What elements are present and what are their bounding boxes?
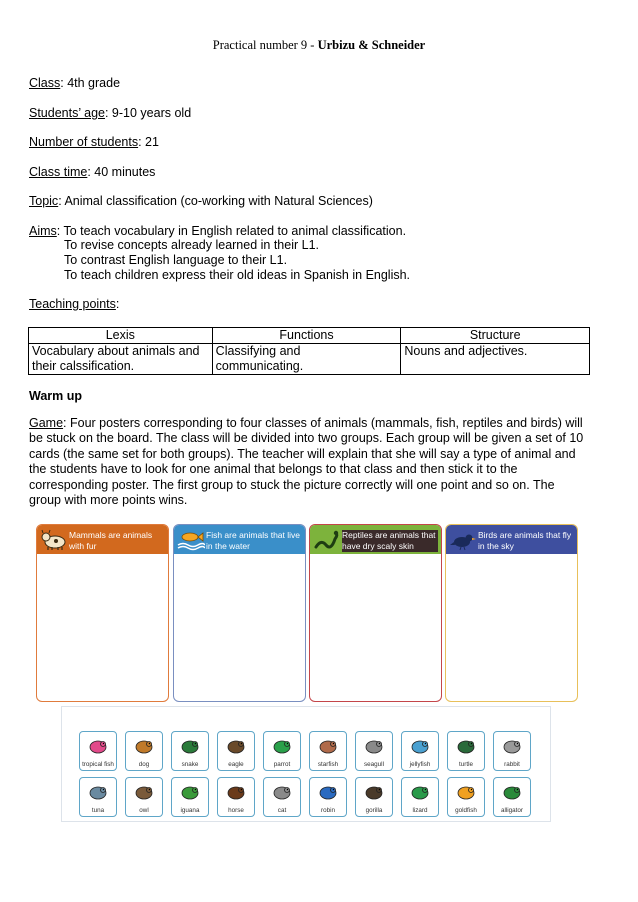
field-label: Number of students bbox=[29, 135, 139, 149]
game-text: : Four posters corresponding to four classes of animals (mammals, fish, reptiles and birds) will be stuck on the board. The class will be divided into two groups. Each group will be given a set of 10 cards (the same set for both groups). The teacher will explain that she will say a type of animal and the students have to look for one animal that belongs to that class and then stick it to the corresponding poster. The first group to stuck the picture correctly will one point and so on. The group with more points wins. bbox=[29, 416, 584, 508]
table-header: Lexis bbox=[29, 328, 213, 344]
teaching-points-label: Teaching points bbox=[29, 297, 116, 311]
table-cell-functions bbox=[212, 344, 401, 375]
poster-text: Fish are animals that live in the water bbox=[206, 530, 301, 551]
picture-card-label: seagull bbox=[364, 761, 384, 768]
aims-line: To contrast English language to their L1. bbox=[64, 253, 288, 267]
picture-card[interactable] bbox=[125, 777, 163, 817]
alligator-icon bbox=[500, 781, 524, 803]
field-label: Class time bbox=[29, 165, 88, 179]
picture-card[interactable] bbox=[447, 731, 485, 771]
cell-line: Classifying and bbox=[215, 344, 301, 358]
field-class-time bbox=[29, 165, 155, 180]
picture-card-label: gorilla bbox=[365, 807, 383, 814]
aims-line: To revise concepts already learned in their L1. bbox=[64, 238, 320, 252]
goldfish-icon bbox=[454, 781, 478, 803]
picture-card[interactable] bbox=[79, 777, 117, 817]
field-value: : 40 minutes bbox=[87, 165, 156, 179]
parrot-icon bbox=[270, 735, 294, 757]
field-value: : 4th grade bbox=[60, 76, 121, 90]
snake-icon bbox=[178, 735, 202, 757]
eagle-icon bbox=[224, 735, 248, 757]
seagull-icon bbox=[362, 735, 386, 757]
picture-card-label: tropical fish bbox=[82, 761, 114, 768]
header-prefix: Practical number 9 - bbox=[212, 38, 318, 52]
aims-line: To teach children express their old ideas in Spanish in English. bbox=[64, 268, 411, 282]
picture-card-label: lizard bbox=[412, 807, 428, 814]
cell-line: Nouns and adjectives. bbox=[404, 344, 528, 358]
poster-header bbox=[310, 525, 441, 554]
iguana-icon bbox=[178, 781, 202, 803]
poster-text: Mammals are animals with fur bbox=[69, 530, 153, 551]
picture-card-label: dog bbox=[138, 761, 150, 768]
picture-card[interactable] bbox=[355, 731, 393, 771]
picture-card[interactable] bbox=[401, 777, 439, 817]
field-value: : Animal classification (co-working with Natural Sciences) bbox=[58, 194, 373, 208]
picture-card-label: goldfish bbox=[455, 807, 477, 814]
picture-card[interactable] bbox=[355, 777, 393, 817]
picture-card[interactable] bbox=[217, 731, 255, 771]
teaching-points-table bbox=[28, 327, 590, 375]
picture-card-label: owl bbox=[139, 807, 149, 814]
jellyfish-icon bbox=[408, 735, 432, 757]
picture-card[interactable] bbox=[171, 777, 209, 817]
field-value: : 21 bbox=[138, 135, 159, 149]
picture-card-label: cat bbox=[277, 807, 287, 814]
picture-card[interactable] bbox=[217, 777, 255, 817]
picture-card[interactable] bbox=[171, 731, 209, 771]
picture-card[interactable] bbox=[493, 777, 531, 817]
dog-icon bbox=[132, 735, 156, 757]
animal-posters bbox=[36, 524, 581, 704]
table-header-row bbox=[29, 328, 590, 344]
aims-line: : To teach vocabulary in English related to animal classification. bbox=[56, 224, 407, 238]
field-label: Students’ age bbox=[29, 106, 105, 120]
picture-card-label: starfish bbox=[317, 761, 339, 768]
picture-card-label: horse bbox=[228, 807, 244, 814]
page-header bbox=[0, 38, 638, 53]
snake-icon bbox=[313, 529, 341, 551]
picture-card[interactable] bbox=[447, 777, 485, 817]
picture-card-label: rabbit bbox=[504, 761, 520, 768]
picture-card[interactable] bbox=[263, 777, 301, 817]
field-label: Topic bbox=[29, 194, 59, 208]
table-header: Functions bbox=[212, 328, 401, 344]
table-header: Structure bbox=[401, 328, 590, 344]
picture-card-label: parrot bbox=[273, 761, 291, 768]
fish-icon bbox=[177, 529, 205, 551]
cat-icon bbox=[270, 781, 294, 803]
tuna-icon bbox=[86, 781, 110, 803]
turtle-icon bbox=[454, 735, 478, 757]
field-class bbox=[29, 76, 120, 91]
picture-card-label: tuna bbox=[91, 807, 105, 814]
horse-icon bbox=[224, 781, 248, 803]
picture-card[interactable] bbox=[493, 731, 531, 771]
table-cell-lexis bbox=[29, 344, 213, 375]
poster-mammals bbox=[36, 524, 169, 702]
game-label: Game bbox=[29, 416, 64, 430]
poster-text: Reptiles are animals that have dry scaly skin bbox=[342, 530, 438, 552]
robin-icon bbox=[316, 781, 340, 803]
header-authors: Urbizu & Schneider bbox=[317, 38, 426, 52]
aims-label: Aims bbox=[29, 224, 57, 238]
warm-up-heading: Warm up bbox=[29, 389, 83, 403]
poster-birds bbox=[445, 524, 578, 702]
picture-card[interactable] bbox=[125, 731, 163, 771]
picture-card[interactable] bbox=[263, 731, 301, 771]
aims-first-line bbox=[29, 224, 406, 239]
starfish-icon bbox=[316, 735, 340, 757]
table-cell-structure bbox=[401, 344, 590, 375]
teaching-points-suffix: : bbox=[115, 297, 120, 311]
poster-fish bbox=[173, 524, 306, 702]
gorilla-icon bbox=[362, 781, 386, 803]
cow-icon bbox=[40, 529, 68, 551]
picture-card[interactable] bbox=[79, 731, 117, 771]
poster-text: Birds are animals that fly in the sky bbox=[478, 530, 572, 551]
cell-line: communicating. bbox=[215, 359, 304, 373]
picture-cards-panel bbox=[61, 706, 551, 822]
picture-card-label: turtle bbox=[459, 761, 473, 768]
poster-reptiles bbox=[309, 524, 442, 702]
lizard-icon bbox=[408, 781, 432, 803]
field-label: Class bbox=[29, 76, 61, 90]
tropical-fish-icon bbox=[86, 735, 110, 757]
rabbit-icon bbox=[500, 735, 524, 757]
picture-card-label: robin bbox=[320, 807, 335, 814]
picture-card-label: snake bbox=[181, 761, 199, 768]
picture-card-label: iguana bbox=[180, 807, 200, 814]
field-value: : 9-10 years old bbox=[104, 106, 192, 120]
poster-header bbox=[174, 525, 305, 554]
cell-line: Vocabulary about animals and bbox=[32, 344, 200, 358]
poster-header bbox=[37, 525, 168, 554]
cell-line: their calssification. bbox=[32, 359, 135, 373]
picture-card[interactable] bbox=[309, 777, 347, 817]
picture-card[interactable] bbox=[401, 731, 439, 771]
owl-icon bbox=[132, 781, 156, 803]
field-topic bbox=[29, 194, 373, 209]
game-paragraph bbox=[29, 416, 589, 508]
picture-card-label: alligator bbox=[500, 807, 524, 814]
poster-header bbox=[446, 525, 577, 554]
bird-icon bbox=[449, 529, 477, 551]
teaching-points bbox=[29, 297, 119, 312]
picture-card-label: jellyfish bbox=[409, 761, 431, 768]
picture-card[interactable] bbox=[309, 731, 347, 771]
field-students-age bbox=[29, 106, 191, 121]
picture-card-label: eagle bbox=[228, 761, 244, 768]
table-row bbox=[29, 344, 590, 375]
field-number-of-students bbox=[29, 135, 159, 150]
